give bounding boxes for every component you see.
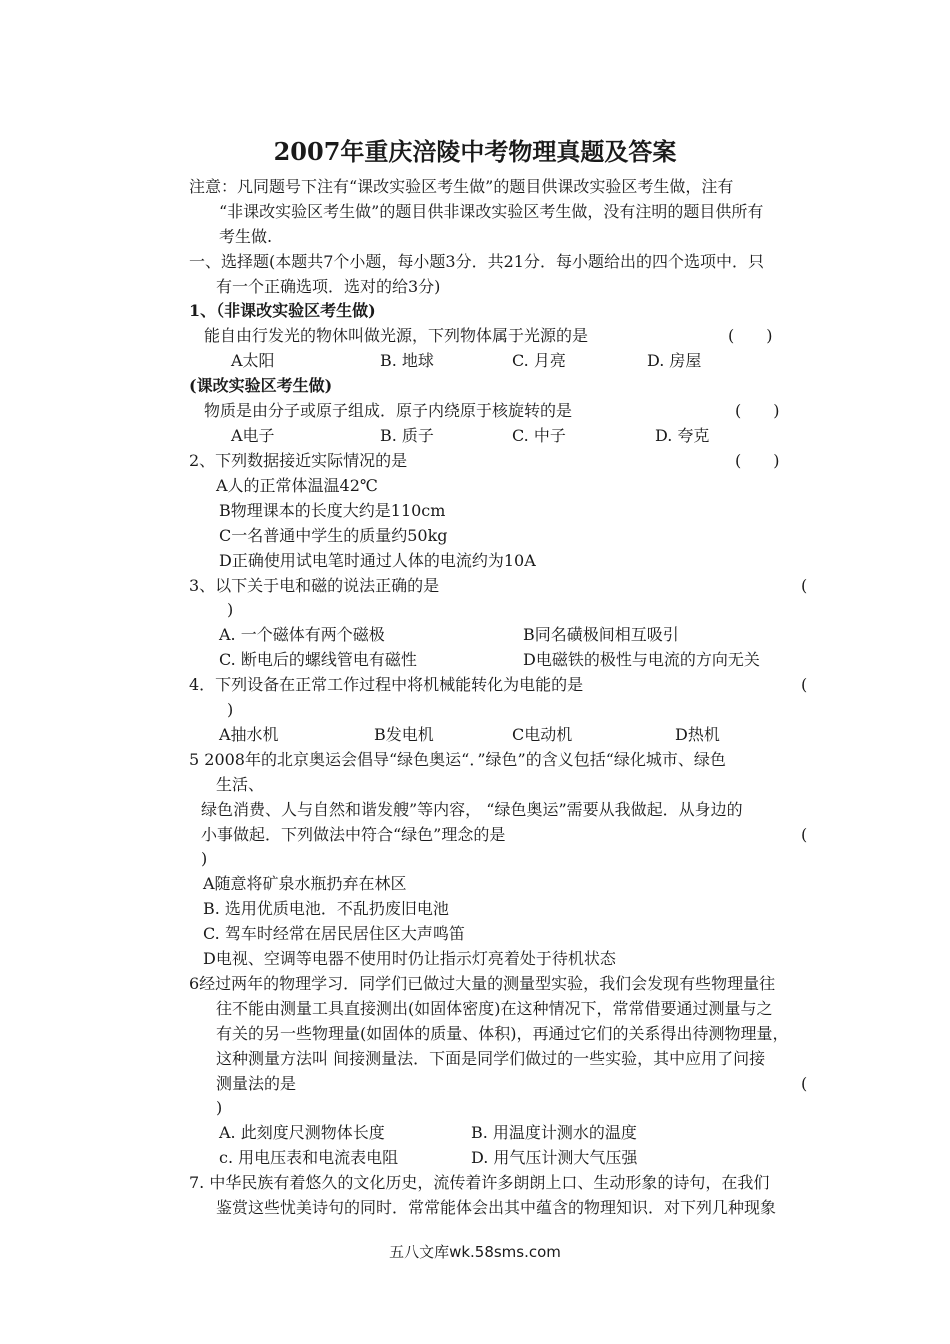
notice-line-1: 注意：凡同题号下注有“课改实验区考生做”的题目供课改实验区考生做，注有 (189, 177, 734, 196)
q3-option-a: A. 一个磁体有两个磁极 (219, 625, 385, 644)
q3-paren-close: ) (227, 600, 234, 619)
q6-option-c: c. 用电压表和电流表电阻 (219, 1148, 399, 1167)
q6-line-4: 这种测量方法叫 间接测量法．下面是同学们做过的一些实验，其中应用了问接 (216, 1049, 766, 1068)
q6-line-1: 6经过两年的物理学习．同学们已做过大量的测量型实验，我们会发现有些物理量往 (189, 974, 776, 993)
q3-option-d: D电磁铁的极性与电流的方向无关 (523, 650, 760, 669)
section-heading: 一、选择题(本题共7个小题，每小题3分．共21分．每小题给出的四个选项中．只 (189, 252, 764, 271)
q4-option-a: A抽水机 (219, 725, 279, 744)
q1-option-c: C. 月亮 (512, 351, 566, 370)
q4-option-b: B发电机 (374, 725, 434, 744)
q5-option-a: A随意将矿泉水瓶扔弃在林区 (203, 874, 407, 893)
q4-paren-open: ( (801, 675, 808, 694)
section-heading-cont: 有一个正确选项．选对的给3分) (216, 277, 441, 296)
q6-option-d: D. 用气压计测大气压强 (471, 1148, 638, 1167)
q3-option-c: C. 断电后的螺线管电有磁性 (219, 650, 417, 669)
q1b-option-c: C. 中子 (512, 426, 566, 445)
q3-stem: 3、以下关于电和磁的说法正确的是 (189, 576, 440, 595)
q6-line-3: 有关的另一些物理量(如固体的质量、体积)，再通过它们的关系得出待测物理量， (216, 1024, 789, 1043)
q7-line-1: 7. 中华民族有着悠久的文化历史，流传着许多朗朗上口、生动形象的诗句，在我们 (189, 1173, 770, 1192)
q6-option-b: B. 用温度计测水的温度 (471, 1123, 637, 1142)
q6-paren-close: ) (216, 1098, 223, 1117)
page-title: 2007年重庆涪陵中考物理真题及答案 (273, 137, 677, 166)
q1b-option-a: A电子 (231, 426, 275, 445)
q5-option-c: C. 驾车时经常在居民居住区大声鸣笛 (203, 924, 465, 943)
q5-option-d: D电视、空调等电器不使用时仍让指示灯亮着处于待机状态 (203, 949, 616, 968)
q5-line-2: 生活、 (216, 775, 265, 794)
q6-line-2: 往不能由测量工具直接测出(如固体密度)在这种情况下，常常借要通过测量与之 (216, 999, 773, 1018)
q4-option-d: D热机 (675, 725, 720, 744)
q5-line-3: 绿色消费、人与自然和谐发艘”等内容， “绿色奥运”需要从我做起．从身边的 (201, 800, 743, 819)
q1-option-b: B. 地球 (380, 351, 434, 370)
q2-stem: 2、下列数据接近实际情况的是 (189, 451, 408, 470)
q5-paren-open: ( (801, 825, 808, 844)
q6-line-5: 测量法的是 (216, 1074, 297, 1093)
q6-paren-open: ( (801, 1074, 808, 1093)
q1b-option-b: B. 质子 (380, 426, 434, 445)
q4-paren-close: ) (227, 700, 234, 719)
q3-paren-open: ( (801, 576, 808, 595)
q2-option-d: D正确使用试电笔时通过人体的电流约为10A (219, 551, 536, 570)
q4-option-c: C电动机 (512, 725, 573, 744)
q4-stem: 4．下列设备在正常工作过程中将机械能转化为电能的是 (189, 675, 584, 694)
q1-stem: 能自由行发光的物休叫做光源，下列物体属于光源的是 (204, 326, 589, 345)
q5-line-1: 5 2008年的北京奥运会倡导“绿色奥运“．”绿色”的含义包括“绿化城市、绿色 (189, 750, 726, 769)
q3-option-b: B同名磺极间相互吸引 (523, 625, 679, 644)
q1b-option-d: D. 夸克 (655, 426, 710, 445)
q1b-answer-paren: ( ) (735, 401, 780, 420)
q5-option-b: B. 选用优质电池．不乱扔废旧电池 (203, 899, 449, 918)
q5-paren-close: ) (201, 849, 208, 868)
notice-line-3: 考生做. (219, 227, 273, 246)
q1-header: 1、（非课改实验区考生做) (189, 301, 376, 320)
q1b-header: (课改实验区考生做) (189, 376, 333, 395)
q2-option-a: A人的正常体温温42℃ (216, 476, 378, 495)
q7-line-2: 鉴赏这些忧美诗句的同时．常常能体会出其中蕴含的物理知识．对下列几种现象 (216, 1198, 777, 1217)
notice-line-2: “非课改实验区考生做”的题目供非课改实验区考生做，没有注明的题目供所有 (219, 202, 764, 221)
q1-answer-paren: ( ) (728, 326, 773, 345)
page-footer: 五八文库wk.58sms.com (389, 1243, 561, 1261)
q1-option-d: D. 房屋 (647, 351, 702, 370)
q6-option-a: A. 此刻度尺测物体长度 (219, 1123, 385, 1142)
q5-line-4: 小事做起．下列做法中符合“绿色”理念的是 (201, 825, 506, 844)
q2-option-c: C一名普通中学生的质量约50kg (219, 526, 448, 545)
q2-option-b: B物理课本的长度大约是110cm (219, 501, 446, 520)
q1-option-a: A太阳 (231, 351, 275, 370)
q2-answer-paren: ( ) (735, 451, 780, 470)
q1b-stem: 物质是由分子或原子组成．原子内绕原于核旋转的是 (204, 401, 573, 420)
